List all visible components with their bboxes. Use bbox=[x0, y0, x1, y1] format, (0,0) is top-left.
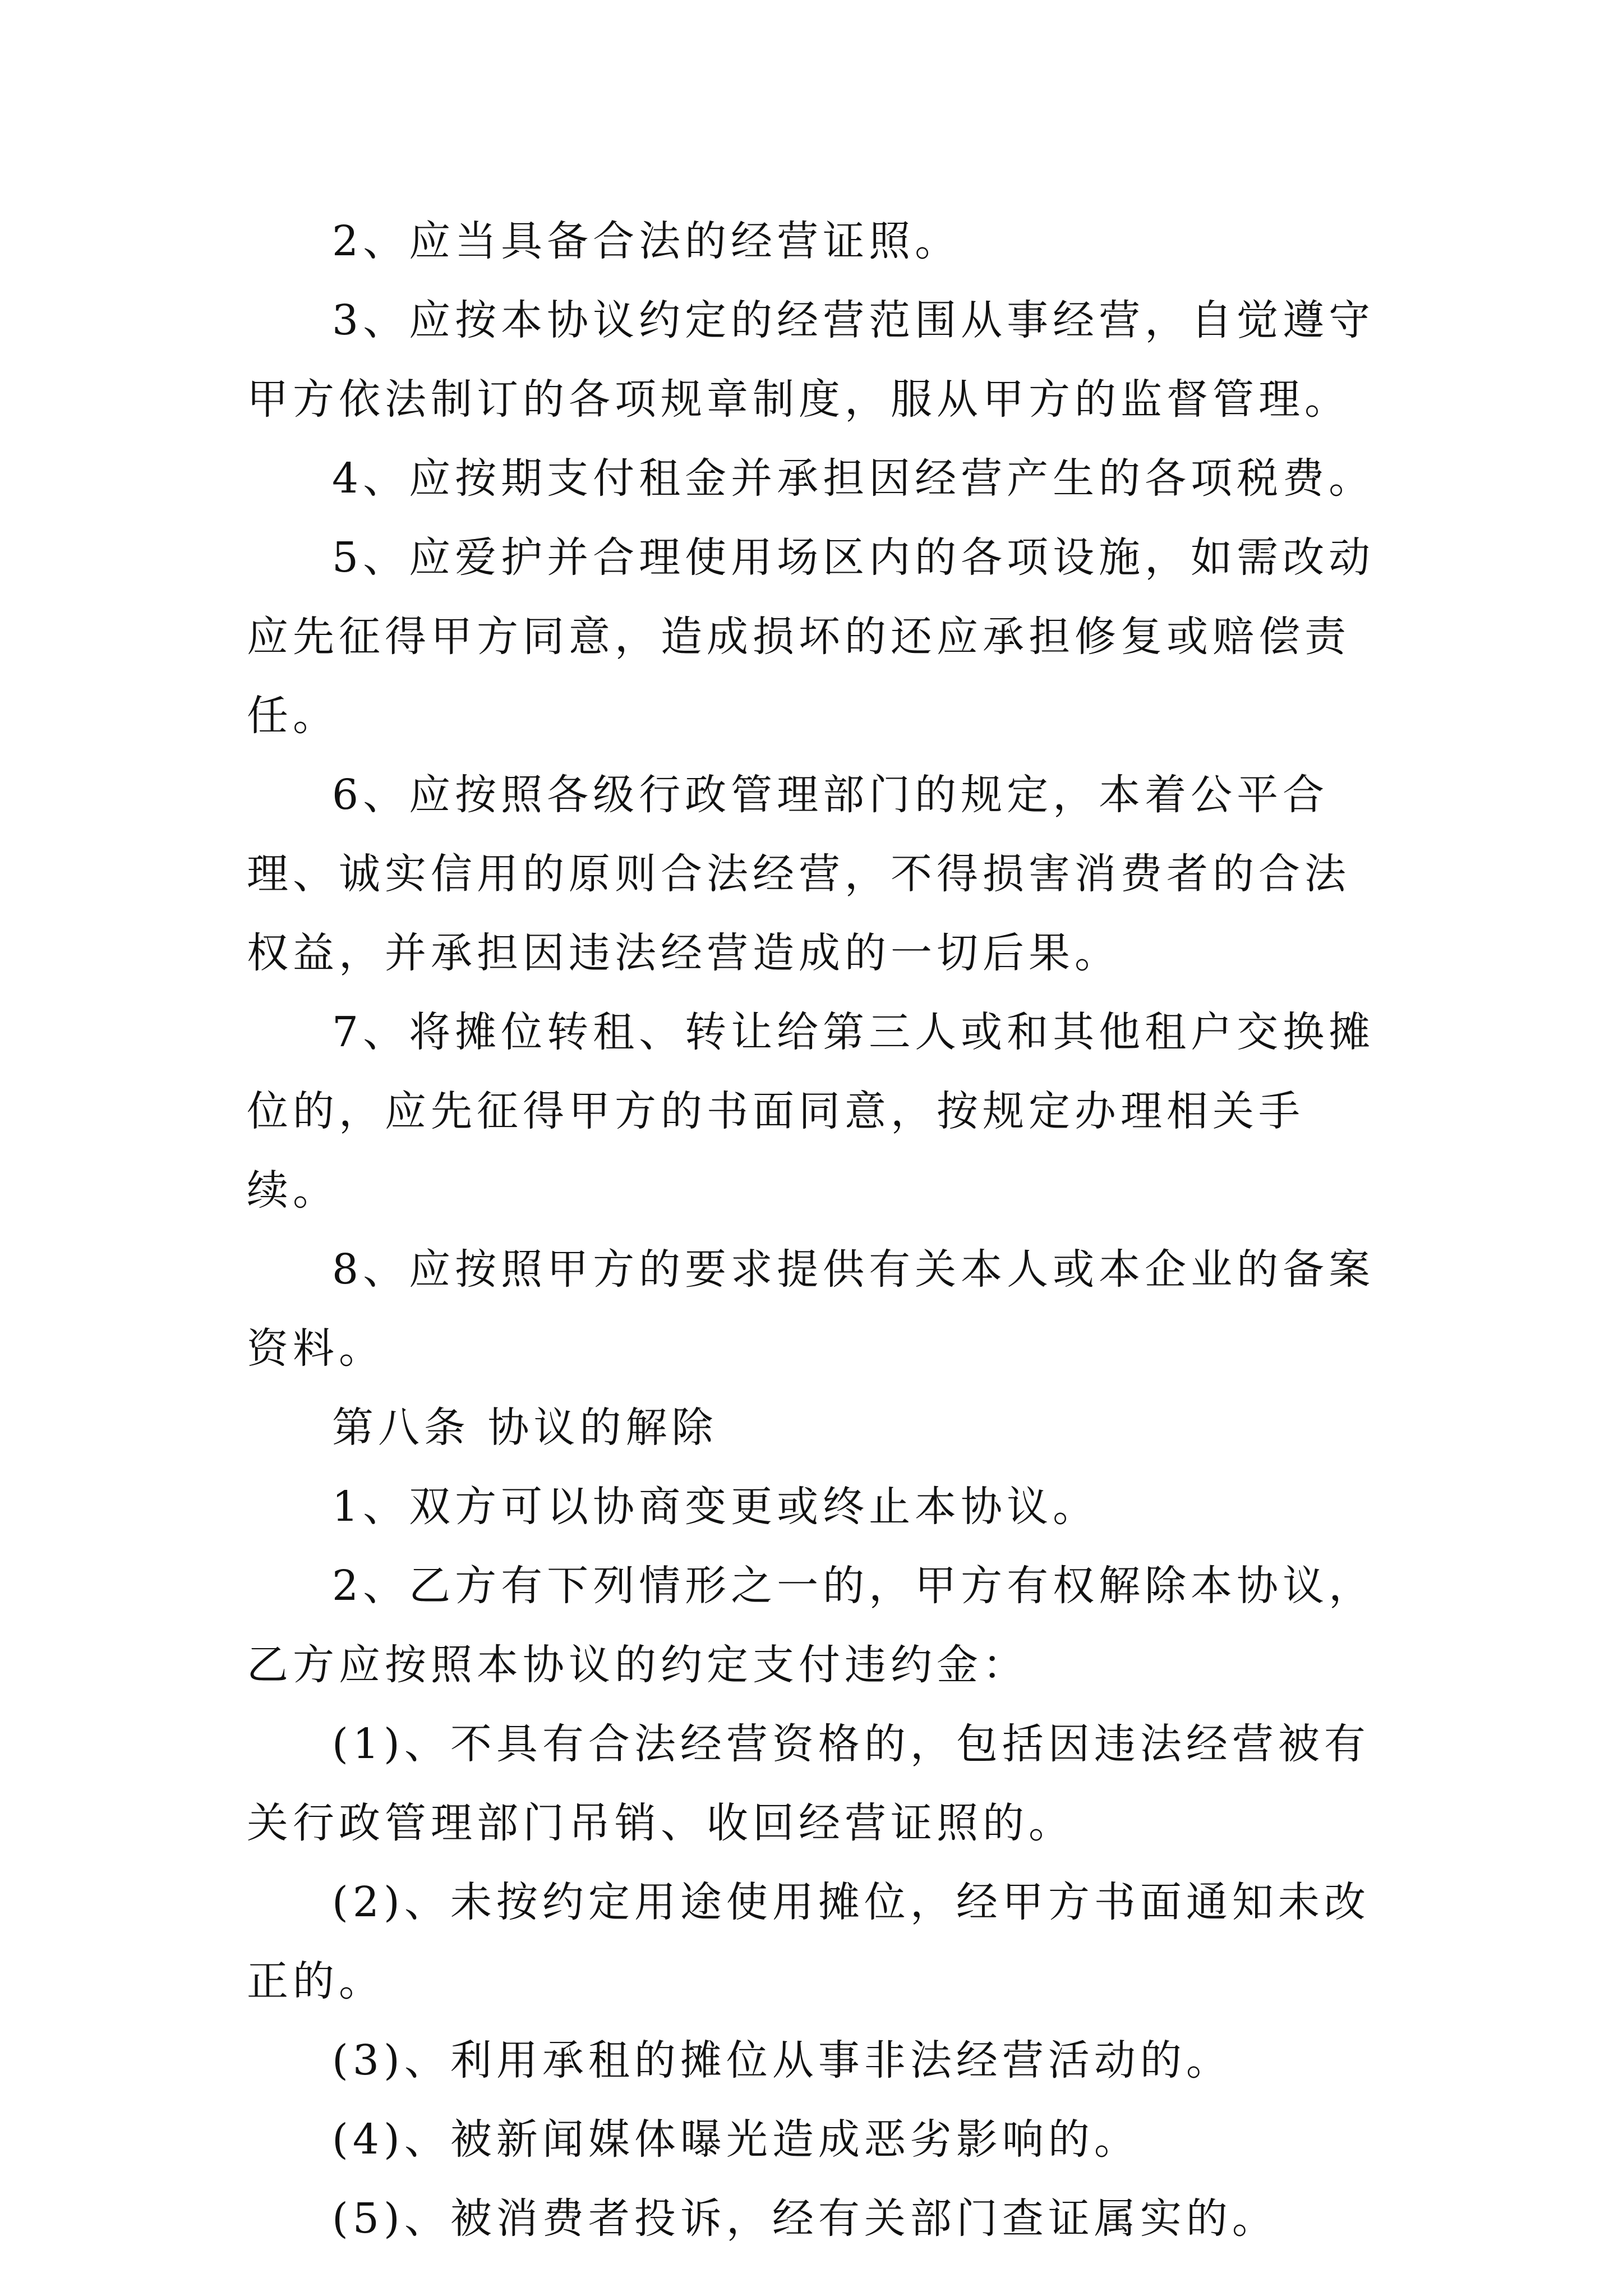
document-body bbox=[247, 202, 1380, 2258]
clause-item-6: 6、应按照各级行政管理部门的规定，本着公平合理、诚实信用的原则合法经营，不得损害消费者的合法权益，并承担因违法经营造成的一切后果。 bbox=[247, 771, 1350, 977]
section-heading: 第八条 协议的解除 bbox=[332, 1404, 718, 1452]
clause-item-8: 8、应按照甲方的要求提供有关本人或本企业的备案资料。 bbox=[247, 1245, 1375, 1373]
sub-item-1: (1)、不具有合法经营资格的，包括因违法经营被有关行政管理部门吊销、收回经营证照的。 bbox=[247, 1720, 1370, 1847]
clause-item-4: 4、应按期支付租金并承担因经营产生的各项税费。 bbox=[332, 454, 1375, 503]
termination-item-1: 1、双方可以协商变更或终止本协议。 bbox=[332, 1483, 1099, 1531]
clause-item-2: 2、应当具备合法的经营证照。 bbox=[332, 217, 961, 265]
termination-item-2: 2、乙方有下列情形之一的，甲方有权解除本协议，乙方应按照本协议的约定支付违约金： bbox=[247, 1562, 1375, 1689]
clause-item-5: 5、应爱护并合理使用场区内的各项设施，如需改动应先征得甲方同意，造成损坏的还应承担修复或赔偿责任。 bbox=[247, 533, 1375, 740]
sub-item-3: (3)、利用承租的摊位从事非法经营活动的。 bbox=[332, 2036, 1232, 2085]
sub-item-2: (2)、未按约定用途使用摊位，经甲方书面通知未改正的。 bbox=[247, 1878, 1370, 2005]
clause-item-3: 3、应按本协议约定的经营范围从事经营，自觉遵守甲方依法制订的各项规章制度，服从甲方的监督管理。 bbox=[247, 296, 1375, 424]
sub-item-5: (5)、被消费者投诉，经有关部门查证属实的。 bbox=[332, 2194, 1278, 2243]
sub-item-4: (4)、被新闻媒体曝光造成恶劣影响的。 bbox=[332, 2115, 1140, 2164]
clause-item-7: 7、将摊位转租、转让给第三人或和其他租户交换摊位的，应先征得甲方的书面同意，按规定办理相关手续。 bbox=[247, 1008, 1375, 1214]
